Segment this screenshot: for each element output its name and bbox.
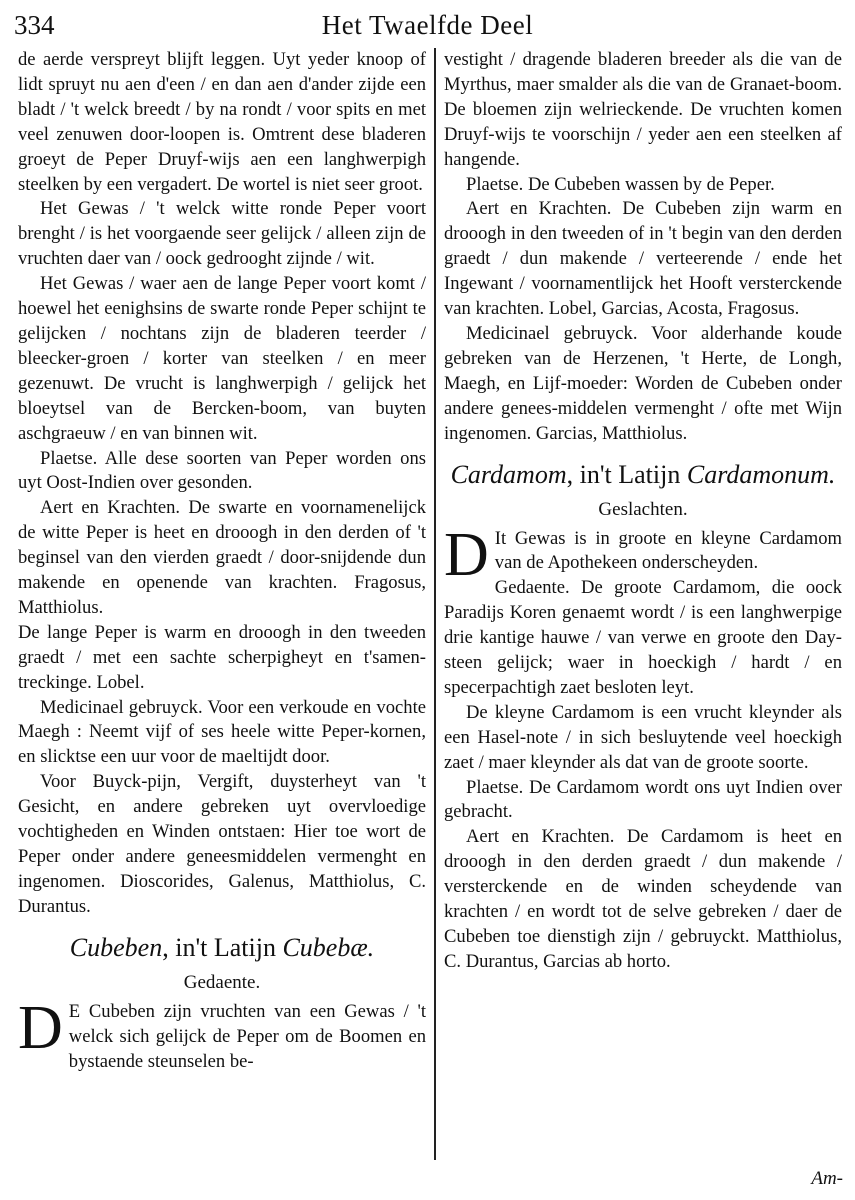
paragraph: Plaetse. Alle dese soorten van Peper worden ons uyt Oost-Indien over gesonden. — [18, 447, 426, 494]
paragraph: Aert en Krachten. De Cubeben zijn warm en drooogh in den tweeden of in 't begin van den derden graedt / dun makende / verteerende / ende het Ingewant / voornamentlijck het Hooft versterckende van krachten. Lobel, Garcias, Acosta, Fragosus. — [444, 198, 842, 320]
page-number: 334 — [14, 10, 55, 40]
heading-main: Cubeben — [69, 932, 163, 962]
paragraph: De kleyne Cardamom is een vrucht kleynder als een Hasel-note / in sich besluytende veel hoeckigh zaet / maer kleynder als dat van de groote soorte. — [444, 701, 842, 773]
paragraph: Aert en Krachten. De swarte en voornamenelijck de witte Peper is heet en drooogh in den derden of 't beginsel van den vierden graedt / door-snijdende dun makende en openende van krachten. Fragosus, Matthiolus. — [18, 497, 426, 618]
subheading: Gedaente. — [183, 971, 261, 993]
paragraph: Het Gewas / 't welck witte ronde Peper voort brenght / is het voorgaende seer gelijck / alleen zijn de vruchten daer van / oock gedrooght zijnde / wit. — [18, 198, 426, 270]
page-header — [10, 6, 845, 46]
paragraph: Gedaente. De groote Cardamom, die oock Paradijs Koren genaemt wordt / is een langhwerpige drie kantige hauwe / van verwe en groote den Day-steen gelijck; waer in hoeckigh / hardt / en specerpachtigh zaet besloten leyt. — [444, 577, 842, 698]
heading-latin: Cardamonum. — [686, 459, 836, 489]
left-column — [18, 48, 426, 1163]
heading-latin: Cubebæ. — [282, 932, 375, 962]
paragraph-text: E Cubeben zijn vruchten van een Gewas / 't welck sich gelijck de Peper om de Boomen en bystaende steunselen be- — [68, 1000, 426, 1072]
paragraph: Plaetse. De Cubeben wassen by de Peper. — [466, 173, 775, 195]
section-heading — [444, 459, 842, 491]
heading-main: Cardamom — [450, 459, 567, 489]
right-column — [444, 48, 842, 1163]
column-divider — [434, 48, 436, 1160]
paragraph-text: It Gewas is in groote en kleyne Cardamom van de Apothekeen onderscheyden. — [494, 527, 842, 574]
paragraph — [18, 993, 426, 1075]
section-heading — [18, 932, 426, 964]
paragraph: Het Gewas / waer aen de lange Peper voort komt / hoewel het eenighsins de swarte ronde Peper schijnt te gelijcken / nochtans zijn de bladeren teerder / bleecker-groen / korter van steelken / en meer gezenuwt. De vrucht is langhwerpigh / gelijck het bloeytsel van de Bercken-boom, van buyten aschgraeuw / en van binnen wit. — [18, 273, 426, 444]
paragraph: vestight / dragende bladeren breeder als die van de Myrthus, maer smalder als die van de Granaet-boom. De bloemen zijn welrieckende. De vruchten komen Druyf-wijs te voorschijn / yeder aen een steelken af hangende. — [444, 49, 842, 170]
paragraph: Medicinael gebruyck. Voor alderhande koude gebreken van de Herzenen, 't Herte, de Longh, Maegh, en Lijf-moeder: Worden de Cubeben onder andere genees-middelen vermenght / ofte met Wijn ingenomen. Garcias, Matthiolus. — [444, 322, 842, 444]
drop-cap: D — [444, 520, 489, 589]
drop-cap: D — [18, 993, 63, 1062]
paragraph — [444, 520, 842, 589]
heading-mid: , in't Latijn — [566, 459, 687, 489]
paragraph: Voor Buyck-pijn, Vergift, duysterheyt van 't Gesicht, en andere gebreken uyt overvloedige vochtigheden en Winden ontstaen: Hier toe wort de Peper onder andere geneesmiddelen vermenght en ingenomen. Dioscorides, Galenus, Matthiolus, C. Durantus. — [18, 771, 426, 917]
paragraph: Medicinael gebruyck. Voor een verkoude en vochte Maegh : Neemt vijf of ses heele witte Peper-kornen, en slicktse een uur voor de maeltijdt door. — [18, 696, 426, 768]
paragraph: Plaetse. De Cardamom wordt ons uyt Indien over gebracht. — [444, 776, 842, 823]
catchword: Am- — [811, 1168, 843, 1189]
paragraph: de aerde verspreyt blijft leggen. Uyt yeder knoop of lidt spruyt nu aen d'een / en dan aen d'ander zijde een bladt / 't welck breedt / by na rondt / voor spits en met veel zenuwen door-loopen is. Omtrent dese bladeren groeyt de Peper Druyf-wijs aen een langhwerpigh steelken by een vergadert. De wortel is niet seer groot. — [18, 49, 426, 195]
heading-mid: , in't Latijn — [162, 932, 283, 962]
paragraph: Aert en Krachten. De Cardamom is heet en drooogh in den derden graedt / dun makende / versterckende en de winden scheydende van krachten / en wordt tot de selve gebreken / daer de Cubeben toe dienstigh zijn / gebruyckt. Matthiolus, C. Durantus, Garcias ab horto. — [444, 826, 842, 972]
subheading: Geslachten. — [598, 498, 688, 520]
running-title: Het Twaelfde Deel — [321, 10, 534, 40]
paragraph: De lange Peper is warm en drooogh in den tweeden graedt / met een sachte scherpigheyt en t'samen-treckinge. Lobel. — [18, 621, 426, 693]
